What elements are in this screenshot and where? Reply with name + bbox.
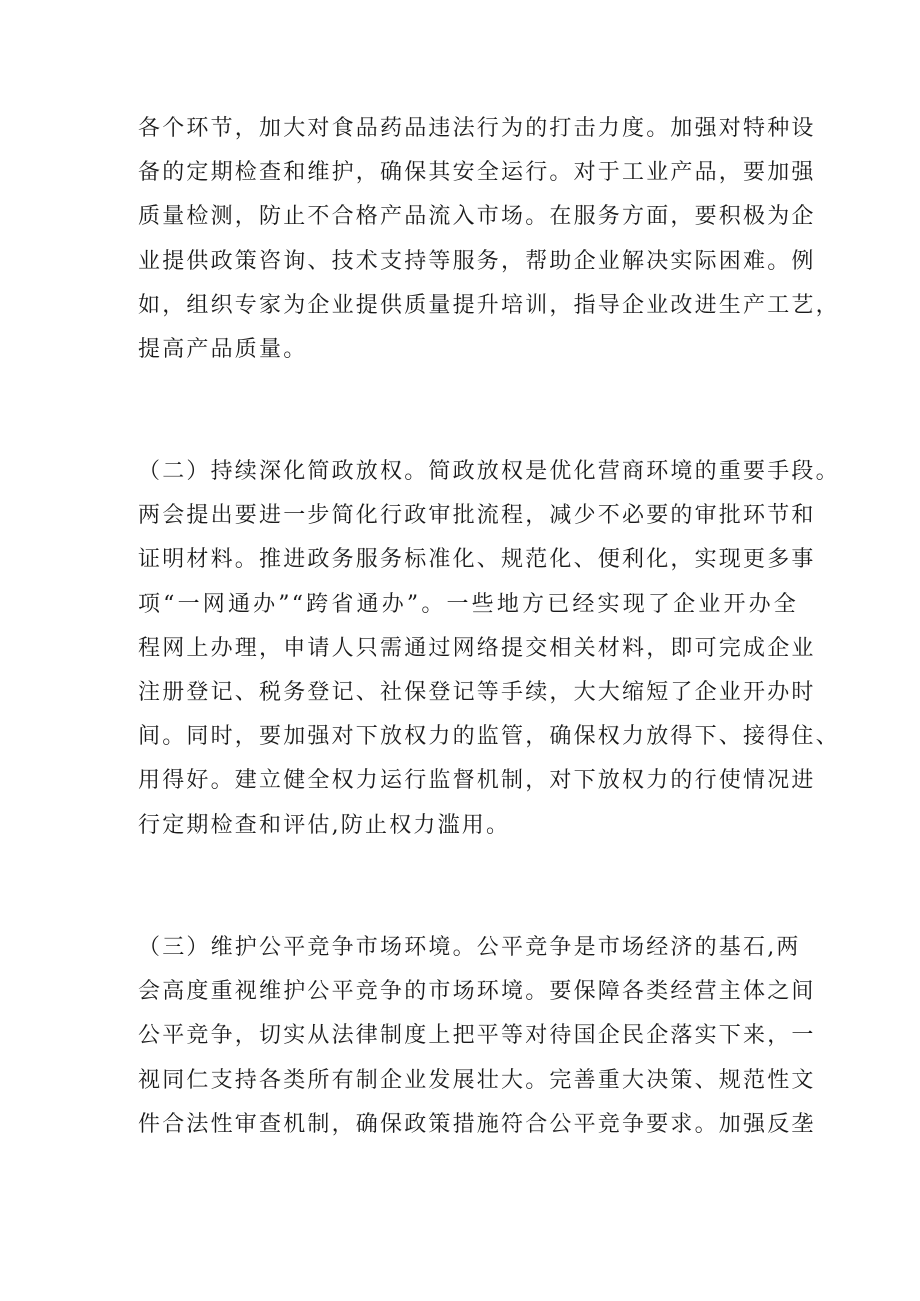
text-line: 视同仁支持各类所有制企业发展壮大。完善重大决策、规范性文: [138, 1067, 816, 1093]
text-line: 行定期检查和评估,防止权力滥用。: [138, 812, 511, 838]
text-line: 质量检测，防止不合格产品流入市场。在服务方面，要积极为企: [138, 204, 816, 230]
text-line: 备的定期检查和维护，确保其安全运行。对于工业产品，要加强: [138, 160, 816, 186]
text-line: 间。同时，要加强对下放权力的监管，确保权力放得下、接得住、: [138, 724, 840, 750]
text-line: 提高产品质量。: [138, 336, 308, 362]
text-line: 业提供政策咨询、技术支持等服务，帮助企业解决实际困难。例: [138, 248, 816, 274]
text-line: 件合法性审查机制，确保政策措施符合公平竞争要求。加强反垄: [138, 1111, 816, 1137]
text-line: 如，组织专家为企业提供质量提升培训，指导企业改进生产工艺，: [138, 292, 840, 318]
paragraph-quality-services: [138, 107, 840, 372]
text-line: （二）持续深化简政放权。简政放权是优化营商环境的重要手段。: [138, 459, 840, 484]
text-line: 会高度重视维护公平竞争的市场环境。要保障各类经营主体之间: [138, 979, 816, 1005]
text-line: 注册登记、税务登记、社保登记等手续，大大缩短了企业开办时: [138, 679, 816, 705]
text-line: 公平竞争，切实从法律制度上把平等对待国企民企落实下来，一: [138, 1023, 816, 1049]
text-line: （三）维护公平竞争市场环境。公平竞争是市场经济的基石,两: [138, 935, 801, 960]
text-line: 程网上办理，申请人只需通过网络提交相关材料，即可完成企业: [138, 635, 816, 661]
text-line: 用得好。建立健全权力运行监督机制，对下放权力的行使情况进: [138, 768, 816, 794]
text-line: 项“一网通办”“跨省通办”。一些地方已经实现了企业开办全: [138, 591, 798, 617]
paragraph-streamline-administration: [138, 450, 840, 848]
text-line: 证明材料。推进政务服务标准化、规范化、便利化，实现更多事: [138, 547, 816, 573]
paragraph-fair-competition: [138, 926, 816, 1147]
text-line: 两会提出要进一步简化行政审批流程，减少不必要的审批环节和: [138, 503, 816, 529]
text-line: 各个环节，加大对食品药品违法行为的打击力度。加强对特种设: [138, 116, 816, 141]
